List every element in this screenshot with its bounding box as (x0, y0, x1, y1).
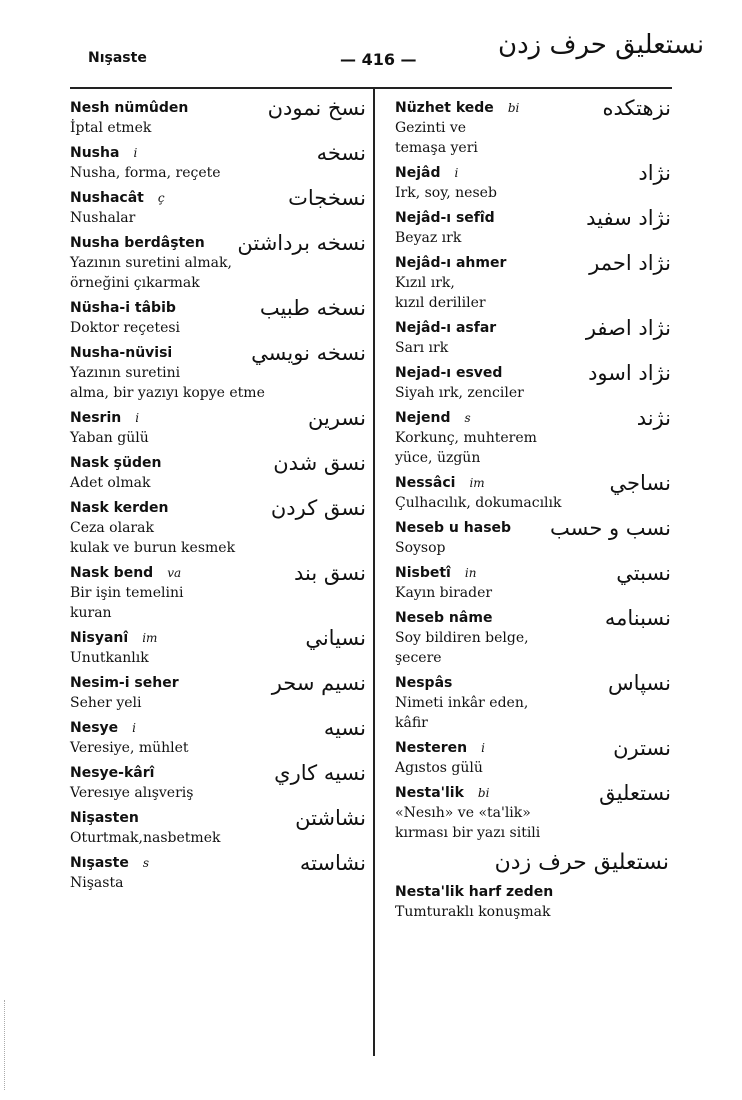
entry-definition: Nişasta (70, 875, 124, 891)
dictionary-entry (395, 781, 675, 843)
entry-origin-tag: i (135, 411, 140, 425)
entry-definition: Çulhacılık, dokumacılık (395, 495, 562, 511)
entry-origin-tag: bi (507, 101, 520, 115)
entry-arabic-script: نزهتكده (602, 96, 671, 120)
entry-arabic-script: نسبتي (616, 561, 671, 585)
entry-definition: kızıl derililer (395, 295, 486, 311)
dictionary-entry (395, 471, 675, 513)
entry-origin-tag: va (167, 566, 182, 580)
entry-headword: Nesh nümûden (70, 100, 189, 116)
entry-headword: Nusha-nüvisi (70, 345, 173, 361)
entry-definition: Doktor reçetesi (70, 320, 181, 336)
entry-arabic-script: نسيه (323, 716, 366, 740)
dictionary-entry (70, 626, 370, 668)
entry-arabic-script: نسق بند (294, 561, 366, 585)
entry-headword: Nüzhet kede (395, 100, 494, 116)
entry-definition: Agıstos gülü (395, 760, 483, 776)
entry-headword: Nask şüden (70, 455, 162, 471)
entry-definition: Nimeti inkâr eden, (395, 695, 529, 711)
entry-headword: Nask bend (70, 565, 154, 581)
dictionary-entry (395, 96, 675, 158)
entry-arabic-script: نستعليق (599, 781, 671, 805)
entry-headword: Nusha (70, 145, 120, 161)
column-divider (373, 88, 375, 1056)
dictionary-entry (70, 496, 370, 558)
dictionary-entry (70, 96, 370, 138)
header-rule (70, 87, 672, 89)
entry-arabic-script: نسيه كاري (274, 761, 366, 785)
entry-arabic-script: نژاد احمر (589, 251, 671, 275)
entry-definition: Veresiye, mühlet (70, 740, 189, 756)
left-column (70, 96, 370, 896)
entry-definition: Sarı ırk (395, 340, 449, 356)
dictionary-entry (70, 141, 370, 183)
entry-headword: Nesrin (70, 410, 122, 426)
entry-arabic-script: نژند (636, 406, 671, 430)
margin-dots (4, 1000, 8, 1090)
entry-arabic-script: نشاسته (299, 851, 366, 875)
dictionary-entry (395, 880, 675, 922)
arabic-phrase: نستعليق حرف زدن (494, 850, 669, 875)
entry-arabic-script: نساجي (609, 471, 671, 495)
running-arabic-heading: نستعليق حرف زدن (498, 30, 705, 60)
entry-origin-tag: in (464, 566, 477, 580)
entry-origin-tag: ç (157, 191, 165, 205)
entry-definition: Yaban gülü (70, 430, 149, 446)
entry-arabic-script: نژاد اسود (588, 361, 671, 385)
dictionary-entry (70, 341, 370, 403)
entry-headword: Nisyanî (70, 630, 129, 646)
entry-headword: Nesta'lik (395, 785, 464, 801)
entry-origin-tag: i (133, 146, 138, 160)
entry-definition: kâfir (395, 715, 428, 731)
entry-arabic-script: نسيم سحر (271, 671, 366, 695)
dictionary-entry (70, 296, 370, 338)
entry-definition: İptal etmek (70, 120, 152, 136)
right-column (395, 96, 675, 925)
entry-definition: yüce, üzgün (395, 450, 481, 466)
entry-origin-tag: bi (477, 786, 490, 800)
entry-headword: Nespâs (395, 675, 453, 691)
entry-definition: alma, bir yazıyı kopye etme (70, 385, 265, 401)
dictionary-entry (395, 606, 675, 668)
entry-definition: Tumturaklı konuşmak (395, 904, 551, 920)
entry-arabic-script: نسق كردن (270, 496, 366, 520)
entry-headword: Nusha berdâşten (70, 235, 205, 251)
dictionary-entry (70, 451, 370, 493)
dictionary-entry (70, 716, 370, 758)
dictionary-entry (395, 516, 675, 558)
dictionary-entry (395, 671, 675, 733)
dictionary-entry (70, 851, 370, 893)
entry-headword: Nesye-kârî (70, 765, 155, 781)
entry-definition: Oturtmak,nasbetmek (70, 830, 221, 846)
entry-definition: Yazının suretini almak, (70, 255, 232, 271)
entry-arabic-script: نژاد سفيد (586, 206, 671, 230)
dictionary-entry (70, 406, 370, 448)
dictionary-entry (70, 231, 370, 293)
entry-definition: Kayın birader (395, 585, 493, 601)
entry-arabic-script: نسياني (305, 626, 366, 650)
entry-origin-tag: im (469, 476, 485, 490)
entry-origin-tag: s (464, 411, 471, 425)
entry-headword: Nüsha-i tâbib (70, 300, 176, 316)
entry-definition: Nushalar (70, 210, 136, 226)
entry-definition: Gezinti ve (395, 120, 467, 136)
entry-origin-tag: im (142, 631, 158, 645)
entry-arabic-script: نشاشتن (295, 806, 366, 830)
entry-origin-tag: s (142, 856, 149, 870)
running-headword: Nışaste (88, 50, 147, 66)
entry-headword: Nesye (70, 720, 119, 736)
entry-headword: Neseb nâme (395, 610, 493, 626)
dictionary-entry (395, 361, 675, 403)
entry-arabic-script: نسخ نمودن (267, 96, 366, 120)
entry-definition: Bir işin temelini (70, 585, 184, 601)
entry-arabic-script: نسخه برداشتن (237, 231, 366, 255)
entry-definition: Nusha, forma, reçete (70, 165, 221, 181)
entry-headword: Nask kerden (70, 500, 169, 516)
entry-definition: Soy bildiren belge, (395, 630, 529, 646)
entry-definition: Beyaz ırk (395, 230, 462, 246)
entry-headword: Nushacât (70, 190, 144, 206)
entry-headword: Neseb u haseb (395, 520, 512, 536)
entry-arabic-script: نژاد اصفر (585, 316, 671, 340)
entry-origin-tag: i (481, 741, 485, 755)
entry-headword: Nişasten (70, 810, 139, 826)
dictionary-entry (70, 186, 370, 228)
entry-definition: Siyah ırk, zenciler (395, 385, 524, 401)
entry-headword: Nejâd (395, 165, 441, 181)
entry-arabic-script: نسخه نويسي (251, 341, 366, 365)
entry-definition: kırması bir yazı sitili (395, 825, 541, 841)
entry-definition: Yazının suretini (70, 365, 181, 381)
dictionary-entry (395, 736, 675, 778)
entry-arabic-script: نسرين (308, 406, 366, 430)
dictionary-entry (70, 806, 370, 848)
dictionary-entry (395, 406, 675, 468)
entry-headword: Nejad-ı esved (395, 365, 503, 381)
entry-origin-tag: i (132, 721, 137, 735)
entry-arabic-script: نسترن (613, 736, 671, 760)
entry-arabic-script: نسپاس (608, 671, 671, 695)
entry-definition: örneğini çıkarmak (70, 275, 200, 291)
entry-arabic-script: نژاد (638, 161, 671, 185)
entry-headword: Nisbetî (395, 565, 451, 581)
dictionary-entry (395, 161, 675, 203)
entry-definition: kulak ve burun kesmek (70, 540, 236, 556)
entry-definition: Soysop (395, 540, 446, 556)
dictionary-entry (70, 761, 370, 803)
dictionary-entry (395, 561, 675, 603)
entry-arabic-script: نسبنامه (604, 606, 671, 630)
entry-definition: Kızıl ırk, (395, 275, 455, 291)
entry-definition: şecere (395, 650, 442, 666)
entry-headword: Nejâd-ı asfar (395, 320, 497, 336)
entry-headword: Nejend (395, 410, 451, 426)
entry-headword: Nejâd-ı sefîd (395, 210, 495, 226)
entry-arabic-script: نسق شدن (273, 451, 366, 475)
entry-headword: Nessâci (395, 475, 456, 491)
entry-definition: Veresıye alışveriş (70, 785, 194, 801)
dictionary-entry (395, 206, 675, 248)
page-number: — 416 — (340, 50, 417, 69)
entry-definition: «Nesıh» ve «ta'lik» (395, 805, 531, 821)
dictionary-entry (395, 316, 675, 358)
entry-definition: temaşa yeri (395, 140, 478, 156)
entry-headword: Nesta'lik harf zeden (395, 884, 554, 900)
dictionary-entry (395, 251, 675, 313)
entry-headword: Nejâd-ı ahmer (395, 255, 507, 271)
entry-definition: Adet olmak (70, 475, 151, 491)
entry-definition: Ceza olarak (70, 520, 154, 536)
entry-headword: Nışaste (70, 855, 129, 871)
dictionary-entry (70, 561, 370, 623)
entry-arabic-script: نسخه (316, 141, 366, 165)
entry-arabic-script: نسخجات (288, 186, 366, 210)
entry-definition: Irk, soy, neseb (395, 185, 497, 201)
entry-arabic-script: نسب و حسب (549, 516, 671, 540)
entry-headword: Nesteren (395, 740, 468, 756)
entry-definition: kuran (70, 605, 112, 621)
entry-definition: Seher yeli (70, 695, 142, 711)
entry-arabic-script: نسخه طبيب (259, 296, 366, 320)
dictionary-entry (70, 671, 370, 713)
entry-definition: Unutkanlık (70, 650, 149, 666)
entry-definition: Korkunç, muhterem (395, 430, 537, 446)
entry-headword: Nesim-i seher (70, 675, 179, 691)
entry-origin-tag: i (454, 166, 459, 180)
